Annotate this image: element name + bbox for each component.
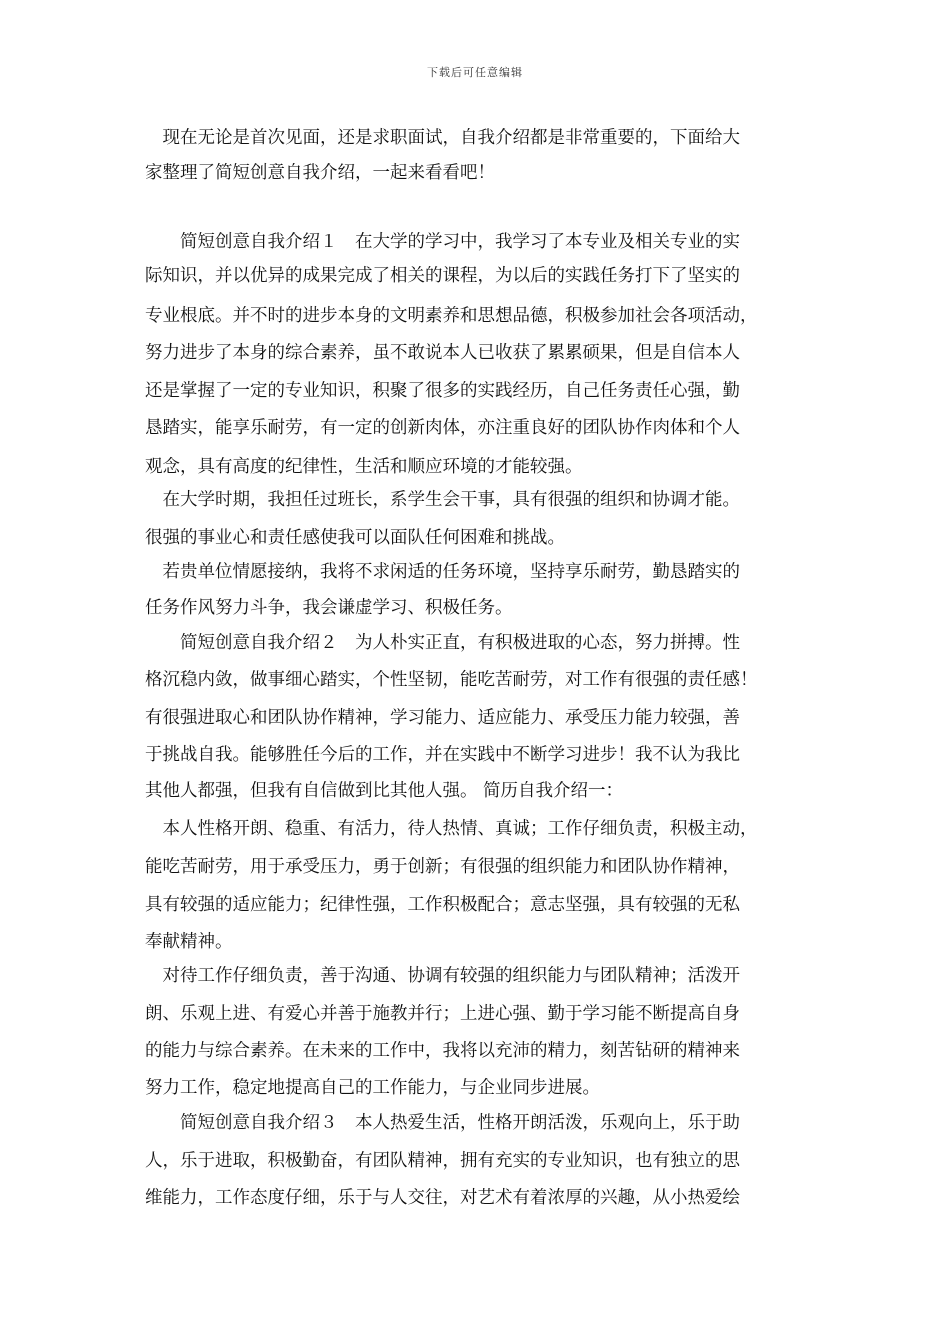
text-line: 恳踏实，能享乐耐劳，有一定的创新肉体，亦注重良好的团队协作肉体和个人 — [145, 418, 740, 438]
text-line: 有很强进取心和团队协作精神，学习能力、适应能力、承受压力能力较强，善 — [145, 708, 740, 728]
text-line: 维能力，工作态度仔细，乐于与人交往，对艺术有着浓厚的兴趣，从小热爱绘 — [145, 1188, 740, 1208]
text-line: 很强的事业心和责任感使我可以面队任何困难和挑战。 — [145, 528, 565, 548]
text-line: 家整理了简短创意自我介绍，一起来看看吧！ — [145, 163, 495, 183]
text-line: 现在无论是首次见面，还是求职面试，自我介绍都是非常重要的，下面给大 — [145, 128, 740, 148]
page-header: 下载后可任意编辑 — [427, 66, 523, 79]
text-line: 简短创意自我介绍１ 在大学的学习中，我学习了本专业及相关专业的实 — [145, 232, 740, 252]
text-line: 于挑战自我。能够胜任今后的工作，并在实践中不断学习进步！我不认为我比 — [145, 745, 740, 765]
text-line: 任务作风努力斗争，我会谦虚学习、积极任务。 — [145, 598, 513, 618]
text-line: 简短创意自我介绍２ 为人朴实正直，有积极进取的心态，努力拼搏。性 — [145, 633, 740, 653]
text-line: 观念，具有高度的纪律性，生活和顺应环境的才能较强。 — [145, 457, 583, 477]
text-line: 还是掌握了一定的专业知识，积聚了很多的实践经历，自己任务责任心强，勤 — [145, 381, 740, 401]
text-line: 对待工作仔细负责，善于沟通、协调有较强的组织能力与团队精神；活泼开 — [145, 966, 740, 986]
text-line: 奉献精神。 — [145, 932, 233, 952]
text-line: 格沉稳内敛，做事细心踏实，个性坚韧，能吃苦耐劳，对工作有很强的责任感！ — [145, 670, 758, 690]
text-line: 本人性格开朗、稳重、有活力，待人热情、真诚；工作仔细负责，积极主动， — [145, 819, 758, 839]
text-line: 若贵单位情愿接纳，我将不求闲适的任务环境，坚持享乐耐劳，勤恳踏实的 — [145, 562, 740, 582]
text-line: 的能力与综合素养。在未来的工作中，我将以充沛的精力，刻苦钻研的精神来 — [145, 1041, 740, 1061]
text-line: 努力工作，稳定地提高自己的工作能力，与企业同步进展。 — [145, 1078, 600, 1098]
text-line: 能吃苦耐劳，用于承受压力，勇于创新；有很强的组织能力和团队协作精神， — [145, 857, 740, 877]
text-line: 简短创意自我介绍３ 本人热爱生活，性格开朗活泼，乐观向上，乐于助 — [145, 1113, 740, 1133]
text-line: 朗、乐观上进、有爱心并善于施教并行；上进心强、勤于学习能不断提高自身 — [145, 1004, 740, 1024]
text-line: 努力进步了本身的综合素养，虽不敢说本人已收获了累累硕果，但是自信本人 — [145, 343, 740, 363]
text-line: 专业根底。并不时的进步本身的文明素养和思想品德，积极参加社会各项活动， — [145, 306, 758, 326]
text-line: 人，乐于进取，积极勤奋，有团队精神，拥有充实的专业知识，也有独立的思 — [145, 1151, 740, 1171]
text-line: 在大学时期，我担任过班长，系学生会干事，具有很强的组织和协调才能。 — [145, 490, 740, 510]
text-line: 际知识，并以优异的成果完成了相关的课程，为以后的实践任务打下了坚实的 — [145, 266, 740, 286]
text-line: 其他人都强，但我有自信做到比其他人强。 简历自我介绍一： — [145, 781, 624, 801]
text-line: 具有较强的适应能力；纪律性强，工作积极配合；意志坚强，具有较强的无私 — [145, 895, 740, 915]
